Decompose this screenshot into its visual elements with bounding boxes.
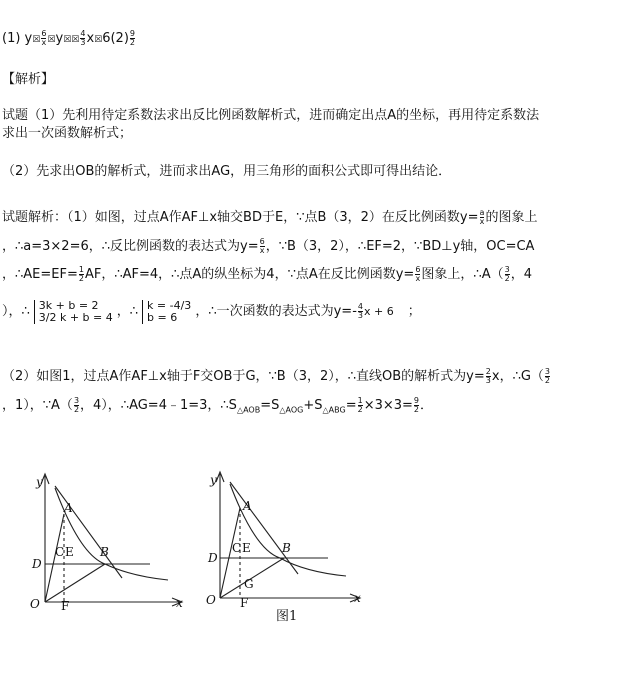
x-axis-arrow	[172, 598, 182, 606]
fraction	[74, 397, 79, 414]
fraction	[80, 30, 85, 47]
line-ob	[45, 564, 105, 602]
fraction	[260, 238, 265, 255]
fraction	[545, 368, 550, 385]
frac-den: 3	[357, 311, 363, 320]
frac-num: 9	[129, 29, 135, 38]
frac-num: 4	[357, 302, 363, 311]
sol-text: 图象上，∴A（	[421, 267, 504, 282]
line-ab	[55, 486, 122, 578]
fraction	[505, 266, 510, 283]
frac-num: 9	[413, 396, 420, 405]
label-g: G	[244, 577, 254, 591]
sol-text: 试题解析：（1）如图，过点A作AF⊥x轴交BD于E，∵点B（3，2）在反比例函数y	[2, 210, 468, 225]
label-x: x	[176, 596, 183, 610]
system-row: k = -4/3	[147, 298, 192, 312]
label-o: O	[206, 593, 216, 607]
frac-num: 6	[259, 237, 265, 246]
sol-text: ，4），∴AG=4﹣1=3，∴S	[80, 398, 237, 413]
answer-text: (1) y	[2, 31, 33, 46]
sol-text: ，∵B（3，2），∴EF=2，∵BD⊥y轴，OC=CA	[265, 239, 535, 254]
answer-text: x	[86, 31, 95, 46]
garbled-box: ☒	[47, 35, 56, 45]
figure-caption: 图1	[276, 609, 298, 624]
label-e: E	[65, 545, 74, 559]
sol-text: （2）如图1，过点A作AF⊥x轴于F交OB于G，∵B（3，2），∴直线OB的解析式为y	[2, 369, 474, 384]
sol-text: =	[341, 304, 353, 319]
sol-text: ），∴	[2, 304, 30, 319]
garbled-box: ☒☒	[63, 35, 80, 45]
para2: （2）先求出OB的解析式，进而求出AG，用三角形的面积公式即可得出结论．	[2, 164, 452, 179]
label-b: B	[100, 545, 109, 559]
figure-left-labels	[30, 475, 183, 613]
frac-num: 6	[415, 265, 421, 274]
label-y: y	[210, 473, 217, 487]
label-d: D	[208, 551, 218, 565]
fraction	[358, 303, 363, 320]
label-c: C	[232, 541, 242, 555]
answer-text: y	[55, 31, 64, 46]
x-axis-arrow	[350, 594, 360, 602]
sol-text: x + 6	[363, 305, 394, 318]
fraction	[79, 266, 84, 283]
fraction	[415, 266, 420, 283]
frac-den: 2	[78, 274, 84, 283]
frac-num: 3	[544, 367, 551, 376]
frac-num: 6	[41, 29, 47, 38]
frac-den: 3	[485, 376, 491, 385]
frac-den: x	[259, 246, 265, 255]
sol-text: =	[247, 239, 259, 254]
line-ob	[220, 558, 284, 598]
y-axis-arrow	[41, 474, 49, 484]
sol-text: ，∴AE=EF=	[2, 267, 78, 282]
fraction	[130, 30, 135, 47]
y-axis-arrow	[216, 472, 224, 482]
sol-text: =	[345, 398, 357, 413]
label-y: y	[36, 475, 43, 489]
sol-text: ，1），∵A（	[2, 398, 73, 413]
fraction	[480, 209, 485, 226]
equation-system	[34, 300, 113, 324]
sol-text: ，4	[510, 267, 532, 282]
sol-text: ，∴一次函数的表达式为y	[195, 304, 342, 319]
sol-text: 的图象上	[485, 210, 538, 225]
system-row: 3/2 k + b = 4	[38, 310, 113, 324]
fraction	[358, 397, 363, 414]
sol-text: =	[403, 267, 415, 282]
label-d: D	[32, 557, 42, 571]
sol-text: +S	[303, 398, 323, 413]
part2-line2	[2, 397, 433, 419]
equation-system	[142, 300, 191, 324]
frac-num: 2	[485, 367, 491, 376]
frac-den: 2	[129, 38, 135, 47]
sol-text: =	[467, 210, 479, 225]
fraction	[41, 30, 46, 47]
line-oa	[45, 514, 64, 602]
sol-text: ，∴	[116, 304, 139, 319]
hyperbola-curve	[55, 488, 168, 580]
subscript: △ABG	[322, 405, 346, 415]
frac-num: 1	[78, 265, 84, 274]
sol-line1	[2, 209, 537, 226]
label-x: x	[354, 591, 361, 605]
sol-line2	[2, 238, 534, 255]
sol-text: ，∴a=3×2=6，∴反比例函数的表达式为y	[2, 239, 248, 254]
hyperbola-curve	[230, 484, 346, 576]
sol-line3	[2, 266, 532, 283]
frac-num: 1	[357, 396, 363, 405]
frac-num: 3	[504, 265, 510, 274]
sol-text: =	[473, 369, 485, 384]
frac-den: 2	[504, 274, 510, 283]
answer-text: 6(2)	[102, 31, 129, 46]
fraction	[414, 397, 419, 414]
label-b: B	[282, 541, 291, 555]
frac-den: x	[41, 38, 47, 47]
label-c: C	[55, 545, 65, 559]
garbled-box: ☒	[94, 35, 103, 45]
figure-right-labels	[206, 473, 361, 624]
fraction	[486, 368, 491, 385]
label-o: O	[30, 597, 40, 611]
label-a: A	[243, 499, 252, 513]
sol-text: =S	[260, 398, 280, 413]
label-e: E	[242, 541, 251, 555]
figure-left	[41, 474, 182, 606]
system-row: b = 6	[147, 310, 178, 324]
frac-den: 2	[73, 405, 80, 414]
sol-text: ×3×3=	[363, 398, 413, 413]
frac-den: 2	[544, 376, 551, 385]
label-f: F	[61, 599, 70, 613]
frac-den: 2	[413, 405, 420, 414]
frac-num: 3	[73, 396, 80, 405]
line-oa	[220, 508, 240, 598]
figure-right	[216, 472, 360, 602]
answer-line	[2, 30, 136, 48]
sol-text: ．	[420, 398, 434, 413]
analysis-heading: 【解析】	[2, 72, 55, 87]
sol-line4	[2, 298, 421, 326]
system-row: 3k + b = 2	[38, 298, 99, 312]
subscript: △AOB	[236, 405, 261, 415]
para1-line1: 试题（1）先利用待定系数法求出反比例函数解析式，进而确定出点A的坐标，再用待定系数法	[2, 108, 540, 123]
label-f: F	[240, 596, 249, 610]
frac-num: a	[479, 208, 485, 217]
part2-line1	[2, 368, 551, 385]
sol-text: AF，∴AF=4，∴点A的纵坐标为4，∵点A在反比例函数y	[84, 267, 404, 282]
frac-den: x	[415, 274, 421, 283]
subscript: △AOG	[279, 405, 304, 415]
line-ab	[230, 482, 298, 574]
sol-text: x，∴G（	[491, 369, 544, 384]
frac-den: x	[479, 217, 485, 226]
garbled-box: ☒	[32, 35, 41, 45]
frac-den: 2	[357, 405, 363, 414]
label-a: A	[64, 501, 73, 515]
sol-text: -	[352, 304, 357, 319]
frac-den: 3	[80, 38, 86, 47]
frac-num: 4	[80, 29, 86, 38]
sol-text: ；	[407, 304, 421, 319]
para1-line2: 求出一次函数解析式；	[2, 126, 133, 141]
